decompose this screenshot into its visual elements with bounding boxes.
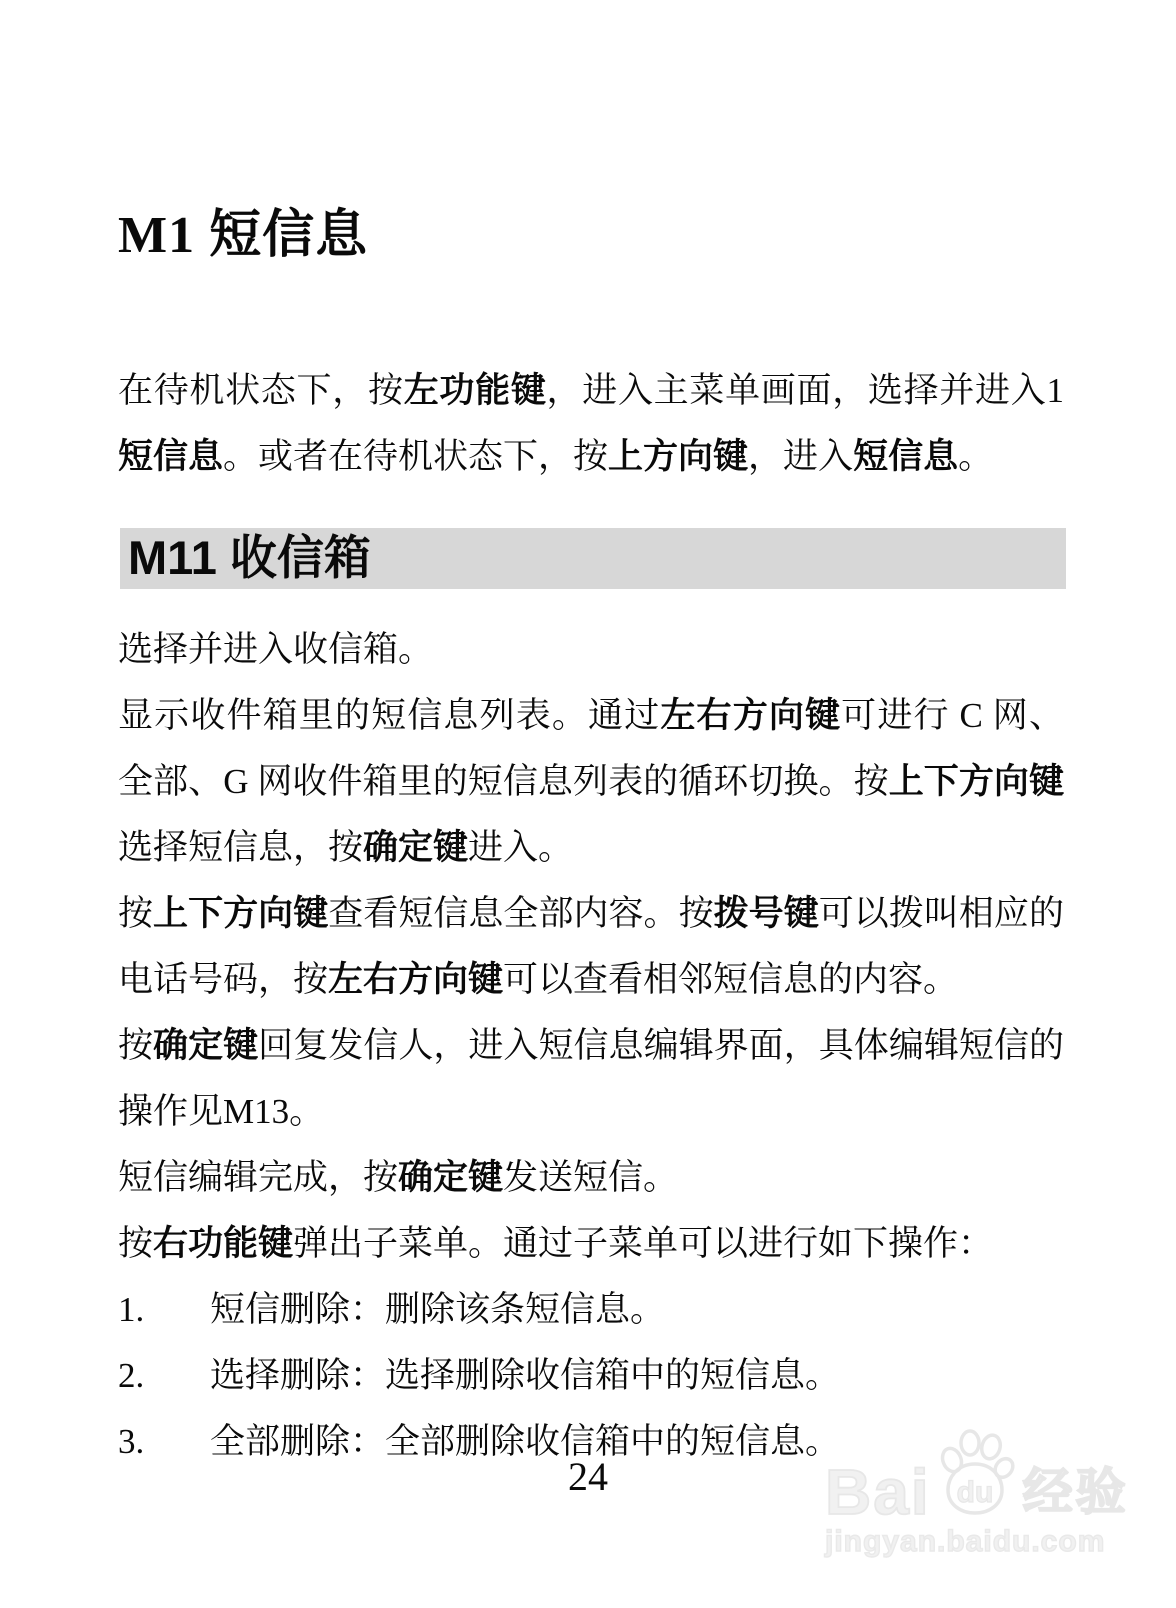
body-text (118, 617, 1064, 1475)
baidu-logo-row (825, 1428, 1129, 1528)
key-name-bold: 短信息 (118, 437, 224, 476)
text-run: 。或者在待机状态下，按 (223, 437, 609, 476)
text-run: 短信删除：删除该条短信息。 (210, 1290, 666, 1329)
text-run: 按 (118, 1224, 154, 1263)
list-number: 1. (118, 1290, 145, 1329)
paragraph (118, 1145, 1064, 1211)
text-run: 全部删除：全部删除收信箱中的短信息。 (210, 1422, 841, 1461)
paragraph (118, 1013, 1064, 1145)
intro-paragraph (118, 358, 1064, 490)
key-name-bold: 上下方向键 (153, 894, 329, 933)
baidu-logo-text-jingyan: 经验 (1022, 1464, 1129, 1520)
paragraph (118, 881, 1064, 1013)
page-title: M1 短信息 (118, 207, 369, 264)
text-run: 弹出子菜单。通过子菜单可以进行如下操作： (293, 1224, 994, 1263)
key-name-bold: 确定键 (363, 828, 469, 867)
text-run: 可进行 C 网、全部、G 网收件箱里的短信息列表的循环切换。按 (118, 696, 1064, 801)
text-run: 选择并进入收信箱。 (118, 630, 434, 669)
text-run: ，进入主菜单画面，选择并进入1 (546, 371, 1064, 410)
list-item (118, 1343, 1064, 1409)
text-run: 可以查看相邻短信息的内容。 (503, 960, 959, 999)
text-run: 查看短信息全部内容。按 (328, 894, 714, 933)
baidu-logo-text-du: du (956, 1476, 993, 1509)
key-name-bold: 拨号键 (713, 894, 819, 933)
key-name-bold: 左功能键 (403, 371, 547, 410)
text-run: 选择删除：选择删除收信箱中的短信息。 (210, 1356, 841, 1395)
text-run: 发送短信。 (503, 1158, 679, 1197)
section-header-label: M11 收信箱 (128, 531, 371, 584)
text-run: 显示收件箱里的短信息列表。通过 (118, 696, 661, 735)
key-name-bold: 短信息 (853, 437, 959, 476)
list-item (118, 1277, 1064, 1343)
text-run: 短信编辑完成，按 (118, 1158, 399, 1197)
key-name-bold: 上方向键 (608, 437, 749, 476)
section-header (120, 528, 1066, 589)
watermark-url: jingyan.baidu.com (825, 1525, 1106, 1558)
paragraph (118, 683, 1064, 881)
key-name-bold: 左右方向键 (660, 696, 842, 735)
text-run: 可以拨叫相应的电话号码，按 (118, 894, 1064, 999)
key-name-bold: 上下方向键 (888, 762, 1064, 801)
baidu-paw-icon (935, 1428, 1015, 1521)
key-name-bold: 左右方向键 (328, 960, 504, 999)
text-run: 进入。 (468, 828, 574, 867)
text-run: 按 (118, 1026, 154, 1065)
key-name-bold: 确定键 (153, 1026, 259, 1065)
list-number: 2. (118, 1356, 145, 1395)
list-text (210, 1277, 1064, 1343)
list-text (210, 1343, 1064, 1409)
paragraph (118, 1211, 1064, 1277)
text-run: 。 (958, 437, 994, 476)
paragraph (118, 617, 1064, 683)
text-run: 选择短信息，按 (118, 828, 364, 867)
text-run: 在待机状态下，按 (118, 371, 404, 410)
text-run: 按 (118, 894, 154, 933)
baidu-logo-text-bai: Bai (825, 1456, 931, 1528)
key-name-bold: 确定键 (398, 1158, 504, 1197)
baidu-watermark (825, 1428, 1129, 1559)
text-run: 回复发信人，进入短信息编辑界面，具体编辑短信的操作见M13。 (118, 1026, 1064, 1131)
key-name-bold: 右功能键 (153, 1224, 294, 1263)
page-number: 24 (568, 1454, 608, 1499)
text-run: ，进入 (748, 437, 854, 476)
list-number: 3. (118, 1422, 145, 1461)
